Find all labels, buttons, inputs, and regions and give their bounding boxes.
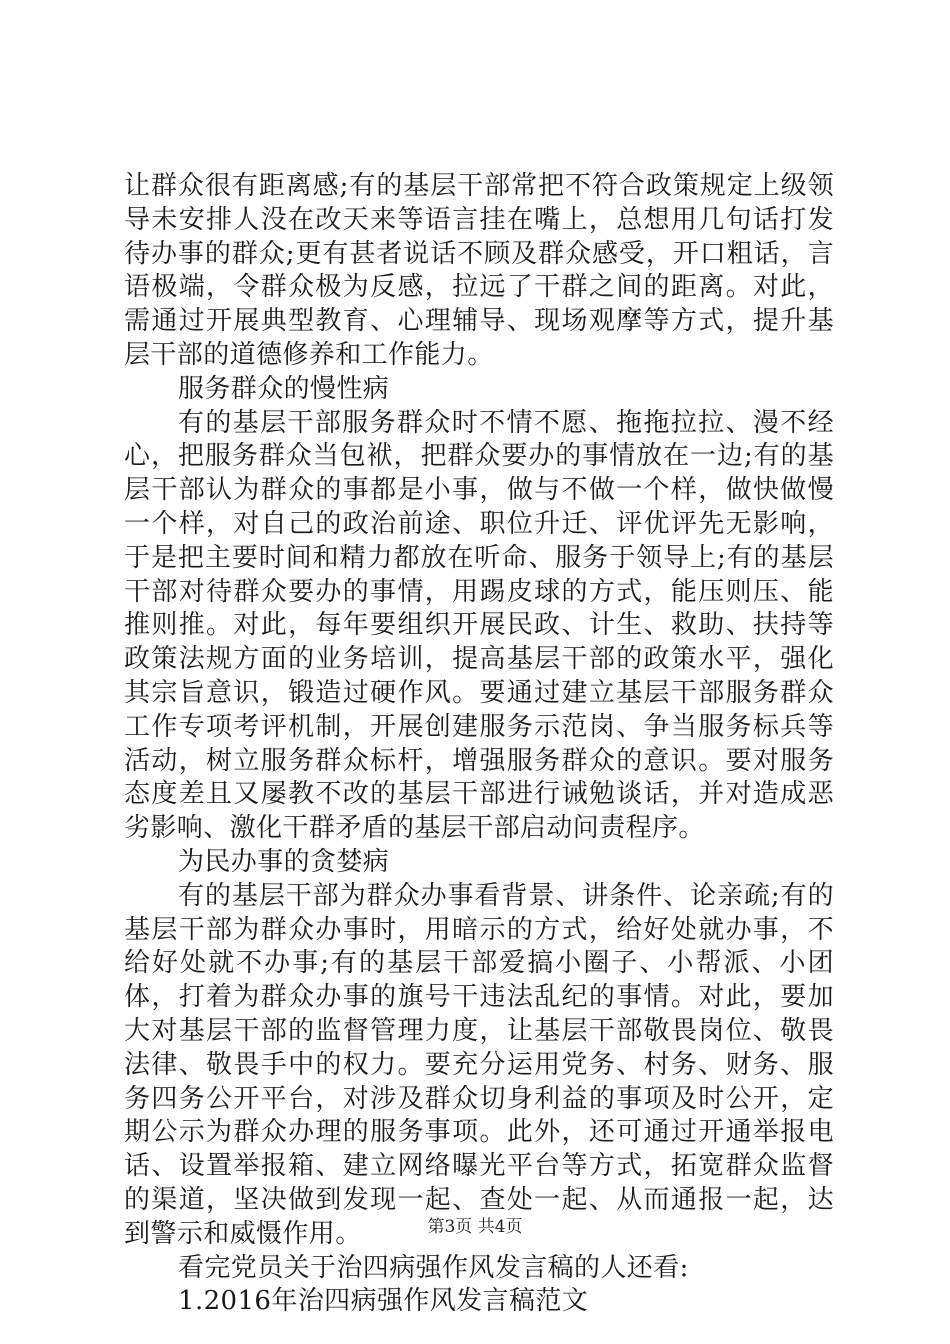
section-heading-chronic: 服务群众的慢性病 xyxy=(178,373,390,404)
page-footer: 第3页 共4页 xyxy=(427,1217,523,1237)
related-heading: 看完党员关于治四病强作风发言稿的人还看: xyxy=(178,1252,689,1283)
paragraph-chronic: 有的基层干部服务群众时不情不愿、拖拖拉拉、漫不经心，把服务群众当包袱，把群众要办的事情放在一边;有的基层干部认为群众的事都是小事，做与不做一个样，做快做慢一个样，对自己的政治前途、职位升迁、评优评先无影响，于是把主要时间和精力都放在听命、服务于领导上;有的基层干部对待群众要办的事情，用踢皮球的方式，能压则压、能推则推。对此，每年要组织开展民政、计生、救助、扶持等政策法规方面的业务培训，提高基层干部的政策水平，强化其宗旨意识，锻造过硬作风。要通过建立基层干部服务群众工作专项考评机制，开展创建服务示范岗、争当服务标兵等活动，树立服务群众标杆，增强服务群众的意识。要对服务态度差且又屡教不改的基层干部进行诫勉谈话，并对造成恶劣影响、激化干群矛盾的基层干部启动问责程序。 xyxy=(124,407,834,844)
section-heading-greed: 为民办事的贪婪病 xyxy=(178,846,390,877)
document-body xyxy=(124,170,834,1319)
related-link-item[interactable]: 1.2016年治四病强作风发言稿范文 xyxy=(178,1286,589,1317)
paragraph-greed: 有的基层干部为群众办事看背景、讲条件、论亲疏;有的基层干部为群众办事时，用暗示的方式，给好处就办事，不给好处就不办事;有的基层干部爱搞小圈子、小帮派、小团体，打着为群众办事的旗号干违法乱纪的事情。对此，要加大对基层干部的监督管理力度，让基层干部敬畏岗位、敬畏法律、敬畏手中的权力。要充分运用党务、村务、财务、服务四务公开平台，对涉及群众切身利益的事项及时公开，定期公示为群众办理的服务事项。此外，还可通过开通举报电话、设置举报箱、建立网络曝光平台等方式，拓宽群众监督的渠道，坚决做到发现一起、查处一起、从而通报一起，达到警示和威慑作用。 xyxy=(124,880,834,1249)
paragraph-intro: 让群众很有距离感;有的基层干部常把不符合政策规定上级领导未安排人没在改天来等语言挂在嘴上，总想用几句话打发待办事的群众;更有甚者说话不顾及群众感受，开口粗话，言语极端，令群众极为反感，拉远了干群之间的距离。对此，需通过开展典型教育、心理辅导、现场观摩等方式，提升基层干部的道德修养和工作能力。 xyxy=(124,171,834,370)
